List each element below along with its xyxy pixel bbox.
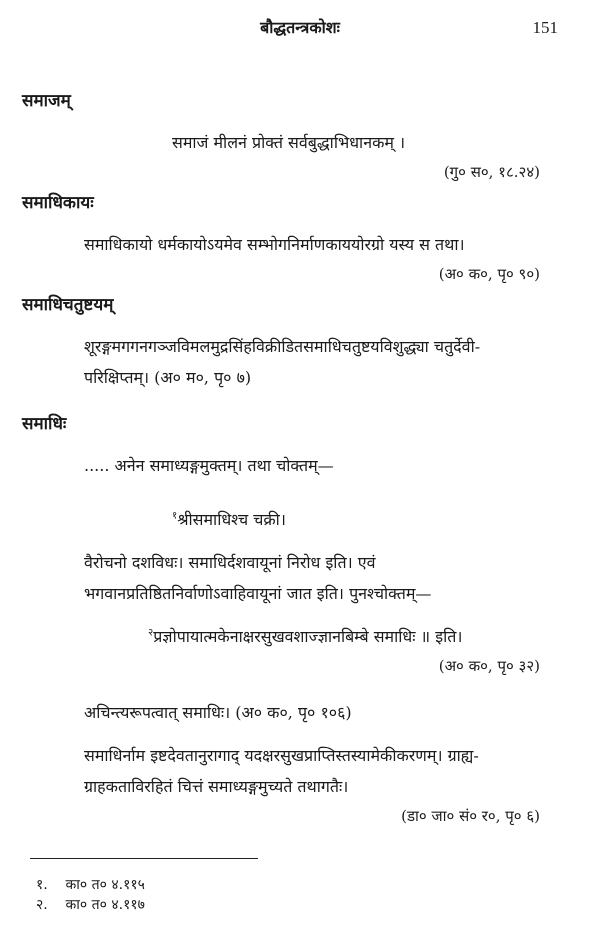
entry-heading: समाधिचतुष्टयम् xyxy=(22,295,114,315)
paragraph-line: ग्राहकताविरहितं चित्तं समाध्यङ्गमुच्यते तथागतैः। xyxy=(84,777,349,796)
footnote xyxy=(36,875,145,894)
footnote-number: २. xyxy=(36,897,48,913)
citation: (अ० क०, पृ० ३२) xyxy=(438,657,540,675)
footnote xyxy=(36,895,145,914)
paragraph-line: समाधिर्नाम इष्टदेवतानुरागाद् यदक्षरसुखप्राप्तिस्तस्यामेकीकरणम्। ग्राह्य- xyxy=(84,746,479,765)
footnote-text: का० त० ४.११५ xyxy=(65,877,145,893)
paragraph-line: वैरोचनो दशविधः। समाधिर्दशवायूनां निरोध इति। एवं xyxy=(84,553,376,572)
footnote-ref: २ xyxy=(148,627,154,639)
running-head: बौद्धतन्त्रकोशः xyxy=(260,18,340,37)
entry-heading: समाधिः xyxy=(22,414,67,434)
footnote-divider xyxy=(30,858,258,859)
quote-line xyxy=(148,625,462,647)
page-number: 151 xyxy=(532,18,558,37)
citation: (डा० जा० सं० र०, पृ० ६) xyxy=(401,807,540,825)
paragraph-line: शूरङ्गमगगनगञ्जविमलमुद्रसिंहविक्रीडितसमाधिचतुष्टयविशुद्ध्या चतुर्देवी- xyxy=(84,337,481,356)
verse-line: समाजं मीलनं प्रोक्तं सर्वबुद्धाभिधानकम् । xyxy=(172,133,406,152)
entry-heading: समाजम् xyxy=(22,91,71,111)
footnote-ref: १ xyxy=(172,510,178,522)
quote-text: प्रज्ञोपायात्मकेनाक्षरसुखवशाज्ज्ञानबिम्बे समाधिः ॥ इति। xyxy=(153,627,463,646)
footnote-text: का० त० ४.११७ xyxy=(65,897,145,913)
footnote-number: १. xyxy=(36,877,48,893)
citation: (गु० स०, १८.२४) xyxy=(443,163,540,181)
paragraph-line: परिक्षिप्तम्। (अ० म०, पृ० ७) xyxy=(84,368,252,387)
paragraph-line: भगवानप्रतिष्ठितनिर्वाणोऽवाहिवायूनां जात इति। पुनश्चोक्तम्— xyxy=(84,584,432,603)
citation: (अ० क०, पृ० ९०) xyxy=(438,265,540,283)
quote-text: श्रीसमाधिश्च चक्री। xyxy=(177,510,286,529)
paragraph-line: अचिन्त्यरूपत्वात् समाधिः। (अ० क०, पृ० १०६) xyxy=(84,703,352,722)
paragraph-line: ..... अनेन समाध्यङ्गमुक्तम्। तथा चोक्तम्— xyxy=(84,456,334,475)
entry-heading: समाधिकायः xyxy=(22,193,94,213)
paragraph-line: समाधिकायो धर्मकायोऽयमेव सम्भोगनिर्माणकाययोरग्रो यस्य स तथा। xyxy=(84,235,465,254)
quote-line xyxy=(172,508,286,530)
